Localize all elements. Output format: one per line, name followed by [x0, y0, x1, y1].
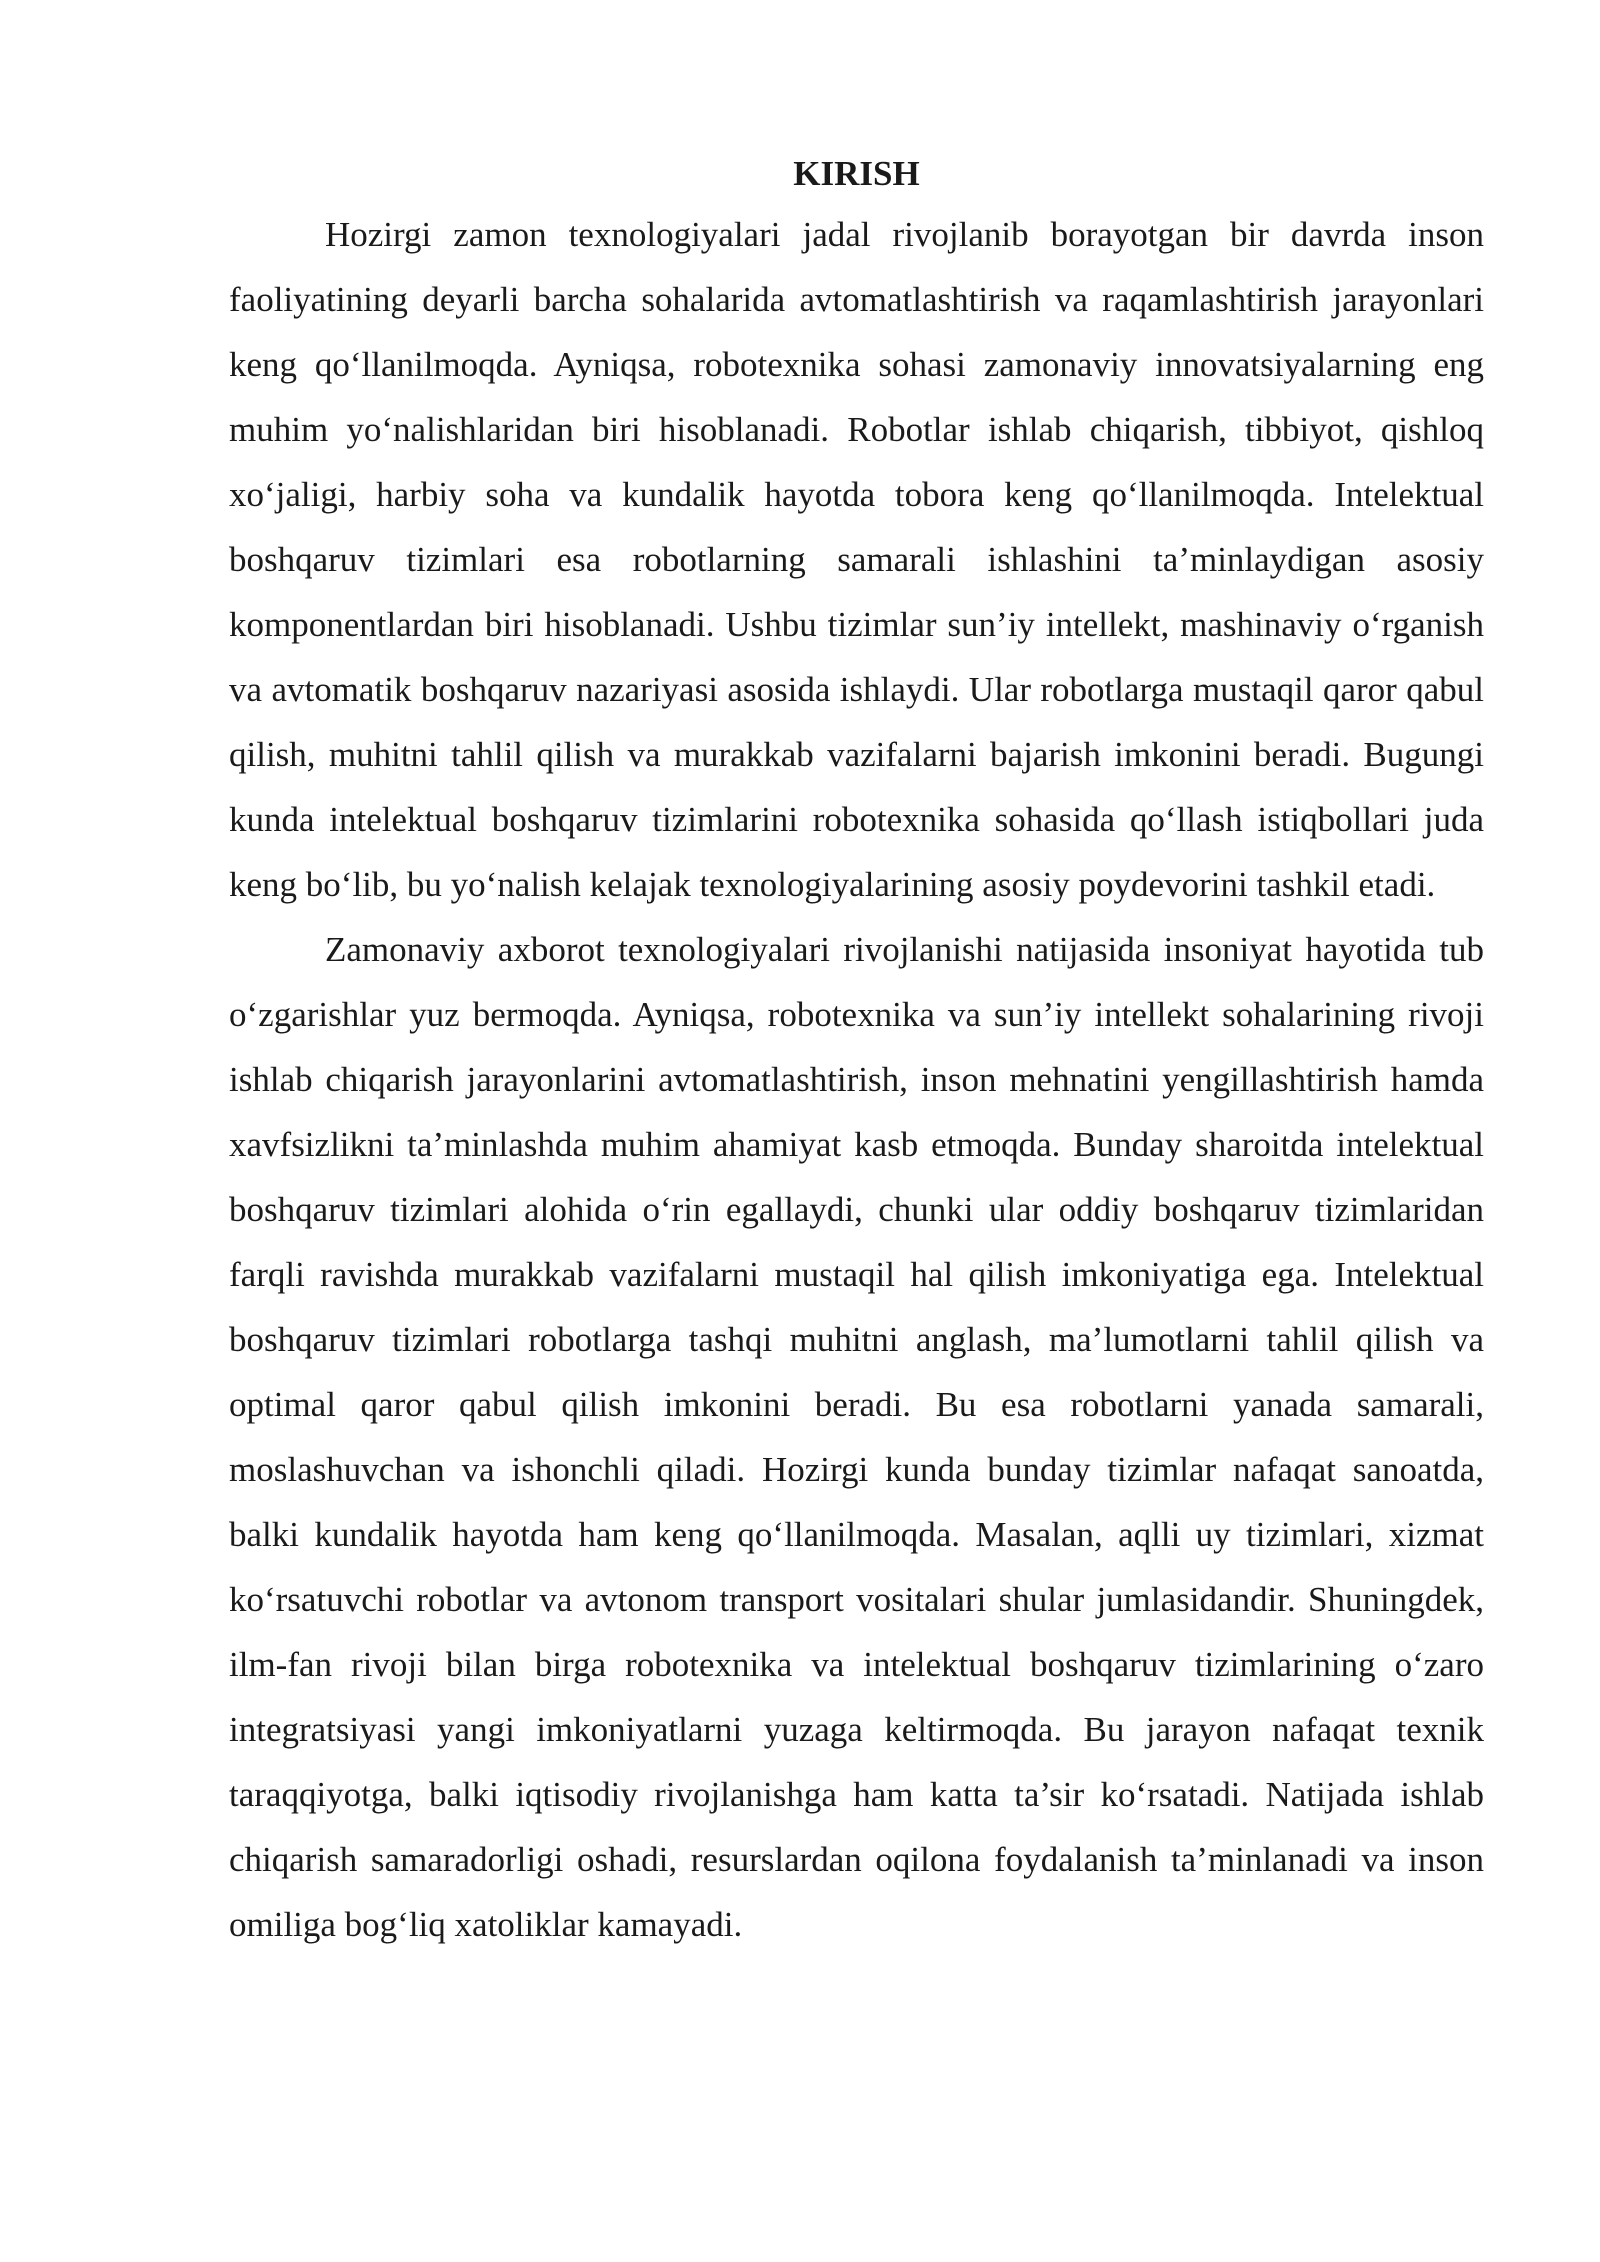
document-body: [229, 146, 1484, 1957]
paragraph-2: Zamonaviy axborot texnologiyalari rivojlanishi natijasida insoniyat hayotida tub o‘zgarishlar yuz bermoqda. Ayniqsa, robotexnika va sun’iy intellekt sohalarining rivoji ishlab chiqarish jarayonlarini avtomatlashtirish, inson mehnatini yengillashtirish hamda xavfsizlikni ta’minlashda muhim ahamiyat kasb etmoqda. Bunday sharoitda intelektual boshqaruv tizimlari alohida o‘rin egallaydi, chunki ular oddiy boshqaruv tizimlaridan farqli ravishda murakkab vazifalarni mustaqil hal qilish imkoniyatiga ega. Intelektual boshqaruv tizimlari robotlarga tashqi muhitni anglash, ma’lumotlarni tahlil qilish va optimal qaror qabul qilish imkonini beradi. Bu esa robotlarni yanada samarali, moslashuvchan va ishonchli qiladi. Hozirgi kunda bunday tizimlar nafaqat sanoatda, balki kundalik hayotda ham keng qo‘llanilmoqda. Masalan, aqlli uy tizimlari, xizmat ko‘rsatuvchi robotlar va avtonom transport vositalari shular jumlasidandir. Shuningdek, ilm-fan rivoji bilan birga robotexnika va intelektual boshqaruv tizimlarining o‘zaro integratsiyasi yangi imkoniyatlarni yuzaga keltirmoqda. Bu jarayon nafaqat texnik taraqqiyotga, balki iqtisodiy rivojlanishga ham katta ta’sir ko‘rsatadi. Natijada ishlab chiqarish samaradorligi oshadi, resurslardan oqilona foydalanish ta’minlanadi va inson omiliga bog‘liq xatoliklar kamayadi.: [229, 930, 1484, 1944]
page-title: KIRISH: [793, 154, 920, 193]
paragraph-1: Hozirgi zamon texnologiyalari jadal rivojlanib borayotgan bir davrda inson faoliyatining deyarli barcha sohalarida avtomatlashtirish va raqamlashtirish jarayonlari keng qo‘llanilmoqda. Ayniqsa, robotexnika sohasi zamonaviy innovatsiyalarning eng muhim yo‘nalishlaridan biri hisoblanadi. Robotlar ishlab chiqarish, tibbiyot, qishloq xo‘jaligi, harbiy soha va kundalik hayotda tobora keng qo‘llanilmoqda. Intelektual boshqaruv tizimlari esa robotlarning samarali ishlashini ta’minlaydigan asosiy komponentlardan biri hisoblanadi. Ushbu tizimlar sun’iy intellekt, mashinaviy o‘rganish va avtomatik boshqaruv nazariyasi asosida ishlaydi. Ular robotlarga mustaqil qaror qabul qilish, muhitni tahlil qilish va murakkab vazifalarni bajarish imkonini beradi. Bugungi kunda intelektual boshqaruv tizimlarini robotexnika sohasida qo‘llash istiqbollari juda keng bo‘lib, bu yo‘nalish kelajak texnologiyalarining asosiy poydevorini tashkil etadi.: [229, 215, 1484, 904]
